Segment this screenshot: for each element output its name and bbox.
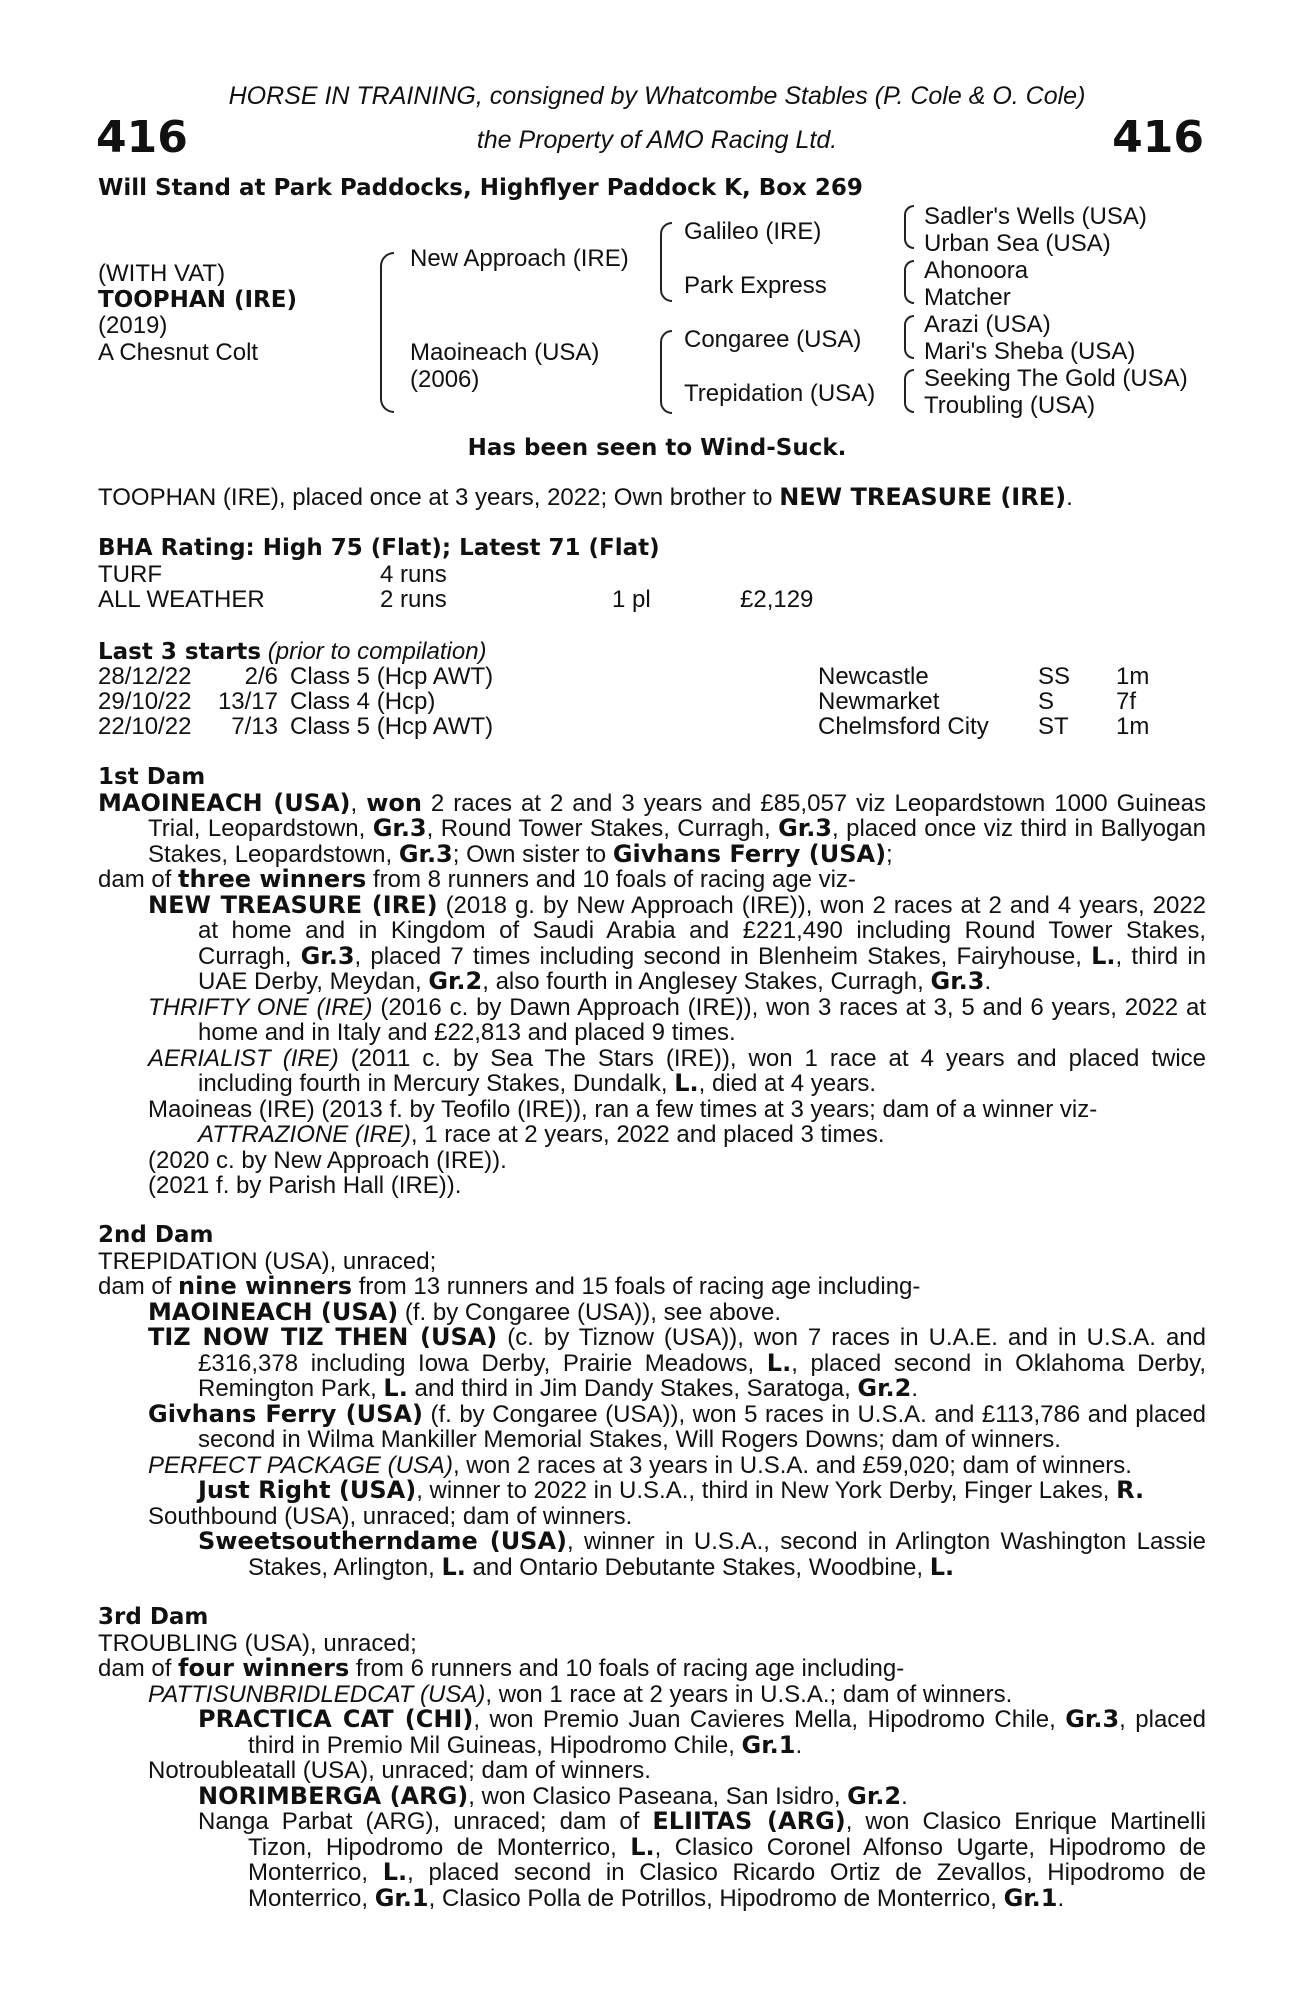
text-run: , won 2 races at 3 years in U.S.A. and £59,020; dam of winners. [452, 1451, 1132, 1479]
produce-just-right [198, 1478, 1206, 1504]
lot-number-right: 416 [1112, 112, 1204, 163]
pedigree-brace-2b [660, 330, 672, 414]
third-dam-produce-intro [98, 1656, 1206, 1682]
start-date: 22/10/22 [98, 713, 192, 740]
summary-line [98, 485, 1073, 511]
text-run: (f. by Congaree (USA)), see above. [398, 1298, 782, 1326]
produce-name: NEW TREASURE (IRE) [148, 890, 438, 919]
sire-name: New Approach (IRE) [410, 245, 629, 272]
produce-nanga-parbat [198, 1809, 1206, 1911]
produce-name: Givhans Ferry (USA) [148, 1399, 423, 1428]
produce-name: AERIALIST (IRE) [148, 1044, 339, 1072]
produce-practica-cat [198, 1707, 1206, 1758]
text-run: , won Clasico Enrique Martinelli Tizon, Hipodromo de Monterrico, [248, 1808, 1206, 1861]
wind-suck-note: Has been seen to Wind-Suck. [467, 435, 847, 461]
produce-name: PATTISUNBRIDLEDCAT (USA) [148, 1680, 486, 1708]
pedigree-brace-2a [660, 222, 672, 302]
winners-count: three winners [178, 865, 367, 893]
grade-label: L. [929, 1552, 955, 1581]
produce-tiz-now-tiz-then [148, 1325, 1206, 1402]
first-dam-produce-intro [98, 867, 1206, 893]
consignor-line: HORSE IN TRAINING, consigned by Whatcombe Stables (P. Cole & O. Cole) [228, 82, 1086, 110]
ggp-4: Matcher [924, 284, 1011, 311]
text-run: and third in Jim Dandy Stakes, Saratoga, [407, 1375, 858, 1402]
text-run: ; [886, 840, 893, 868]
text-run: (f. by Congaree (USA)), won 5 races in U.S.A. and £113,786 and placed second in Wilma Mankiller Memorial Stakes, Will Rogers Downs; dam of winners. [198, 1400, 1207, 1453]
ggp-2: Urban Sea (USA) [924, 230, 1111, 257]
text-run: (c. by Tiznow (USA)), won 7 races in U.A.E. and in U.S.A. and £316,378 including Iowa Derby, Prairie Meadows, [198, 1324, 1206, 1377]
ggp-1: Sadler's Wells (USA) [924, 203, 1147, 230]
produce-southbound: Southbound (USA), unraced; dam of winners. [148, 1502, 633, 1530]
rating-turf-surface: TURF [98, 561, 162, 588]
dam-year: (2006) [410, 366, 480, 393]
text-run: , also fourth in Anglesey Stakes, Curragh, [482, 968, 931, 995]
winners-count: four winners [178, 1654, 350, 1682]
first-dam-section [98, 765, 1206, 1199]
second-dam-produce-intro [98, 1274, 1206, 1300]
sister-name: Givhans Ferry (USA) [612, 839, 887, 868]
start-race: Class 5 (Hcp AWT) [290, 663, 494, 690]
text-run: , won Clasico Paseana, San Isidro, [468, 1782, 848, 1810]
start-distance: 1m [1116, 713, 1150, 740]
produce-name: PRACTICA CAT (CHI) [198, 1705, 474, 1733]
grade-label: Gr.2 [847, 1781, 902, 1810]
first-dam-heading: 1st Dam [98, 764, 206, 790]
text-run: . [901, 1782, 908, 1810]
text-run: Nanga Parbat (ARG), unraced; dam of [198, 1808, 653, 1835]
text-run: Maoineas (IRE) (2013 f. by Teofilo (IRE)), ran a few times at 3 years; dam of a winner viz- [148, 1095, 1098, 1123]
start-course: Newcastle [818, 663, 929, 690]
stabling-line: Will Stand at Park Paddocks, Highflyer Paddock K, Box 269 [98, 175, 863, 201]
lot-number-left: 416 [96, 112, 188, 163]
sire-sire-name: Galileo (IRE) [684, 218, 822, 245]
dam-sire-name: Congaree (USA) [684, 326, 862, 353]
produce-perfect-package [148, 1453, 1206, 1479]
text-run: , 1 race at 2 years, 2022 and placed 3 times. [410, 1121, 885, 1148]
second-dam-heading: 2nd Dam [98, 1222, 214, 1248]
text-run: dam of [98, 1655, 179, 1682]
start-position: 2/6 [244, 663, 278, 690]
text-run: from 13 runners and 15 foals of racing age including- [352, 1273, 921, 1300]
text-run: , died at 4 years. [698, 1070, 877, 1097]
first-dam-won: won [366, 788, 422, 817]
grade-label: Gr.1 [741, 1730, 796, 1759]
text-run: (2011 c. by Sea The Stars (IRE)), won 1 race at 4 years and placed twice including fourth in Mercury Stakes, Dundalk, [198, 1044, 1207, 1097]
produce-pattisunbridledcat [148, 1682, 1206, 1708]
ggp-5: Arazi (USA) [924, 311, 1051, 338]
dam-dam-name: Trepidation (USA) [684, 380, 876, 407]
text-run: . [795, 1731, 803, 1759]
ggp-8: Troubling (USA) [924, 392, 1096, 419]
grade-label: Gr.3 [1065, 1705, 1120, 1733]
last-starts-title: Last 3 starts [98, 639, 262, 665]
produce-maoineach [148, 1297, 1206, 1326]
produce-name: MAOINEACH (USA) [148, 1297, 399, 1326]
produce-givhans-ferry [148, 1399, 1207, 1453]
produce-thrifty-one [148, 995, 1206, 1046]
start-distance: 7f [1116, 688, 1137, 715]
produce-2021: (2021 f. by Parish Hall (IRE)). [148, 1172, 462, 1199]
last-starts-note: (prior to compilation) [267, 638, 487, 665]
produce-new-treasure [148, 890, 1207, 995]
text-run: , third in UAE Derby, Meydan, [198, 942, 1207, 995]
first-dam-record: MAOINEACH (USA), won 2 races at 2 and 3 years and £85,057 viz Leopardstown 1000 Guineas Trial, Leopardstown, Gr.3, Round Tower Stakes, Curragh, Gr.3, placed once viz third in Ballyogan Stakes, Leopardstown, Gr.3; Own sister to Givhans Ferry (USA); [98, 788, 1207, 868]
produce-norimberga [198, 1781, 1206, 1810]
produce-name: PERFECT PACKAGE (USA) [148, 1451, 453, 1479]
text-run: . [911, 1375, 919, 1402]
ggp-3: Ahonoora [924, 257, 1029, 284]
text-run: , placed second in Clasico Ricardo Ortiz de Zevallos, Hipodromo de Monterrico, [248, 1859, 1207, 1912]
ggp-6: Mari's Sheba (USA) [924, 338, 1136, 365]
text-run: 2 races at 2 and 3 years and £85,057 viz Leopardstown 1000 Guineas Trial, Leopardstown, [148, 789, 1207, 842]
second-dam-name: TREPIDATION (USA), unraced; [98, 1247, 437, 1275]
first-dam-name: MAOINEACH (USA) [98, 788, 351, 817]
start-course: Newmarket [818, 688, 940, 715]
ggp-7: Seeking The Gold (USA) [924, 365, 1188, 392]
start-position: 7/13 [231, 713, 278, 740]
sire-dam-name: Park Express [684, 272, 827, 299]
text-run: , winner in U.S.A., second in Arlington Washington Lassie Stakes, Arlington, [248, 1528, 1206, 1581]
text-run: (2016 c. by Dawn Approach (IRE)), won 3 races at 3, 5 and 6 years, 2022 at home and in Italy and £22,813 and placed 9 times. [198, 993, 1206, 1046]
grade-label: L. [674, 1069, 699, 1097]
grade-label: Gr.3 [372, 814, 427, 842]
start-going: ST [1038, 713, 1069, 740]
text-run: dam of [98, 866, 179, 893]
start-date: 29/10/22 [98, 688, 192, 715]
text-run: , won 1 race at 2 years in U.S.A.; dam of winners. [485, 1680, 1013, 1708]
produce-2020: (2020 c. by New Approach (IRE)). [148, 1146, 507, 1174]
text-run: , placed third in Premio Mil Guineas, Hipodromo Chile, [248, 1706, 1207, 1759]
grade-label: Gr.3 [778, 814, 833, 842]
grade-label: Gr.1 [374, 1883, 429, 1912]
horse-year: (2019) [98, 312, 168, 339]
text-run: from 8 runners and 10 foals of racing age viz- [366, 866, 856, 893]
grade-label: L. [630, 1832, 655, 1861]
rating-aw-placed: 1 pl [612, 586, 651, 613]
produce-name: NORIMBERGA (ARG) [198, 1781, 469, 1810]
grade-label: L. [383, 1374, 408, 1402]
start-course: Chelmsford City [818, 713, 989, 740]
grade-label: Gr.3 [398, 839, 453, 868]
text-run: , won Premio Juan Cavieres Mella, Hipodromo Chile, [473, 1706, 1066, 1733]
winners-count: nine winners [178, 1272, 353, 1300]
produce-name: ELIITAS (ARG) [652, 1807, 846, 1835]
grade-label: Gr.3 [300, 941, 355, 970]
text-run: , Clasico Coronel Alfonso Ugarte, Hipodromo de Monterrico, [248, 1833, 1206, 1886]
produce-notroubleatall: Notroubleatall (USA), unraced; dam of winners. [148, 1757, 651, 1784]
text-run: . [984, 968, 992, 995]
start-position: 13/17 [217, 688, 278, 715]
summary-brother: NEW TREASURE (IRE) [779, 483, 1067, 511]
grade-label: L. [1091, 941, 1116, 970]
grade-label: Gr.1 [1003, 1883, 1058, 1912]
last-starts-heading [98, 639, 487, 666]
summary-end: . [1066, 484, 1073, 511]
pedigree-brace-3c [904, 315, 914, 359]
rating-turf-runs: 4 runs [380, 561, 447, 588]
grade-label: L. [766, 1348, 792, 1377]
rating-aw-prize: £2,129 [740, 586, 814, 613]
summary-text: TOOPHAN (IRE), placed once at 3 years, 2022; Own brother to [98, 484, 780, 511]
text-run: . [1057, 1884, 1065, 1912]
text-run: , placed once viz third in Ballyogan Stakes, Leopardstown, [148, 815, 1207, 868]
vat-label: (WITH VAT) [98, 260, 226, 287]
property-line: the Property of AMO Racing Ltd. [476, 126, 838, 154]
horse-description: A Chesnut Colt [98, 339, 259, 366]
grade-label: Gr.3 [930, 967, 985, 995]
produce-name: Just Right (USA) [198, 1476, 417, 1504]
produce-name: THRIFTY ONE (IRE) [148, 993, 373, 1021]
text-run: from 6 runners and 10 foals of racing age including- [349, 1655, 905, 1682]
pedigree-brace-3b [904, 260, 914, 304]
text-run: ; Own sister to [452, 840, 613, 868]
text-run: , Round Tower Stakes, Curragh, [426, 815, 779, 842]
horse-name: TOOPHAN (IRE) [98, 287, 297, 313]
pedigree-brace-3a [904, 205, 914, 249]
second-dam-section [98, 1223, 1206, 1580]
start-race: Class 4 (Hcp) [290, 688, 436, 715]
start-date: 28/12/22 [98, 663, 192, 690]
start-race: Class 5 (Hcp AWT) [290, 713, 494, 740]
text-run: and Ontario Debutante Stakes, Woodbine, [465, 1553, 930, 1581]
third-dam-section [98, 1605, 1206, 1911]
pedigree-brace-1 [380, 252, 394, 413]
rating-aw-runs: 2 runs [380, 586, 447, 613]
text-run: dam of [98, 1273, 179, 1300]
rating-aw-surface: ALL WEATHER [98, 586, 265, 613]
grade-label: L. [382, 1858, 408, 1886]
produce-sweetsoutherndame [198, 1529, 1206, 1580]
produce-attrazione [198, 1122, 1206, 1148]
grade-label: Gr.2 [428, 967, 483, 995]
produce-name: Sweetsoutherndame (USA) [198, 1527, 568, 1555]
text-run: , Clasico Polla de Potrillos, Hipodromo de Monterrico, [428, 1884, 1004, 1912]
start-distance: 1m [1116, 663, 1150, 690]
grade-label: L. [441, 1552, 466, 1581]
produce-maoineas [148, 1097, 1206, 1123]
text-run: , winner to 2022 in U.S.A., third in New York Derby, Finger Lakes, [416, 1477, 1117, 1504]
produce-name: TIZ NOW TIZ THEN (USA) [148, 1323, 498, 1351]
bha-rating: BHA Rating: High 75 (Flat); Latest 71 (Flat) [98, 535, 660, 561]
grade-label: Gr.2 [857, 1374, 912, 1402]
start-going: SS [1038, 663, 1071, 690]
third-dam-heading: 3rd Dam [98, 1604, 209, 1630]
start-going: S [1038, 688, 1055, 715]
text-run: (2018 g. by New Approach (IRE)), won 2 races at 2 and 4 years, 2022 at home and in Kingdom of Saudi Arabia and £221,490 including Round Tower Stakes, Curragh, [198, 891, 1207, 970]
dam-name: Maoineach (USA) [410, 339, 600, 366]
text-run: , placed second in Oklahoma Derby, Remington Park, [198, 1349, 1206, 1402]
text-run: , placed 7 times including second in Blenheim Stakes, Fairyhouse, [354, 942, 1092, 970]
produce-aerialist [148, 1046, 1206, 1097]
produce-name: ATTRAZIONE (IRE) [198, 1121, 411, 1148]
third-dam-name: TROUBLING (USA), unraced; [98, 1629, 417, 1657]
pedigree-brace-3d [904, 369, 914, 413]
grade-label: R. [1116, 1476, 1145, 1504]
